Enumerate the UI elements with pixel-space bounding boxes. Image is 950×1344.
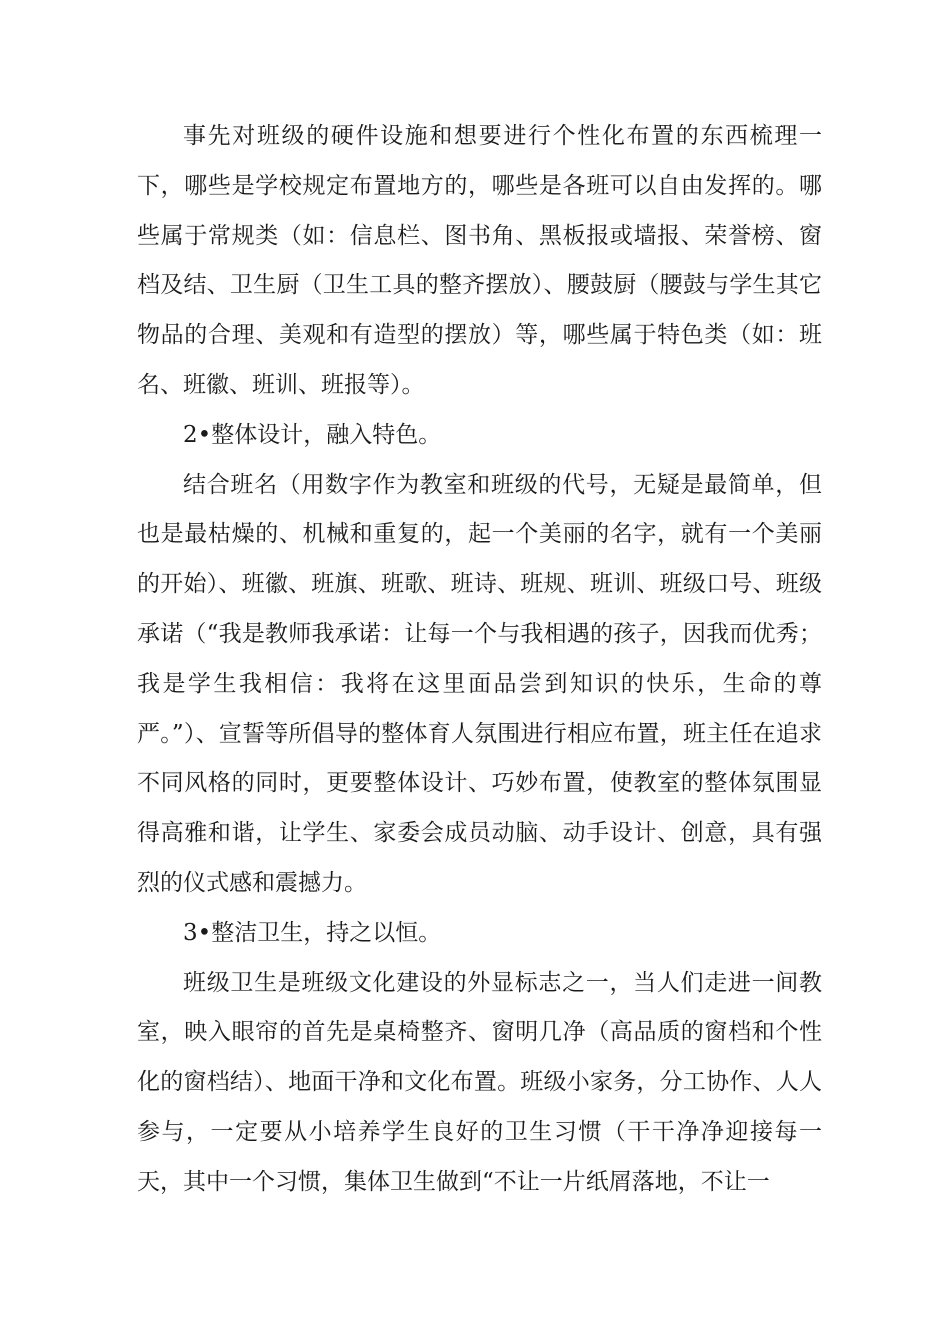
paragraph-overall-design: 结合班名（用数字作为教室和班级的代号，无疑是最简单，但也是最枯燥的、机械和重复的，起一个美丽的名字，就有一个美丽的开始）、班徽、班旗、班歌、班诗、班规、班训、班级口号、班级承诺（“我是教师我承诺：让每一个与我相遇的孩子，因我而优秀；我是学生我相信：我将在这里面品尝到知识的快乐，生命的尊严。”）、宣誓等所倡导的整体育人氛围进行相应布置，班主任在追求不同风格的同时，更要整体设计、巧妙布置，使教室的整体氛围显得高雅和谐，让学生、家委会成员动脑、动手设计、创意，具有强烈的仪式感和震撼力。 <box>137 471 822 896</box>
section-heading-overall-design: 2•整体设计，融入特色。 <box>183 421 442 448</box>
paragraph-cleanliness: 班级卫生是班级文化建设的外显标志之一，当人们走进一间教室，映入眼帘的首先是桌椅整齐、窗明几净（高品质的窗档和个性化的窗档结）、地面干净和文化布置。班级小家务，分工协作、人人参与，一定要从小培养学生良好的卫生习惯（干干净净迎接每一天，其中一个习惯，集体卫生做到“不让一片纸屑落地，不让一 <box>137 969 822 1195</box>
paragraph-classroom-inventory: 事先对班级的硬件设施和想要进行个性化布置的东西梳理一下，哪些是学校规定布置地方的，哪些是各班可以自由发挥的。哪些属于常规类（如：信息栏、图书角、黑板报或墙报、荣誉榜、窗档及结、卫生厨（卫生工具的整齐摆放）、腰鼓厨（腰鼓与学生其它物品的合理、美观和有造型的摆放）等，哪些属于特色类（如：班名、班徽、班训、班报等）。 <box>137 123 822 398</box>
section-heading-cleanliness: 3•整洁卫生，持之以恒。 <box>183 919 442 946</box>
document-body <box>137 112 822 1208</box>
